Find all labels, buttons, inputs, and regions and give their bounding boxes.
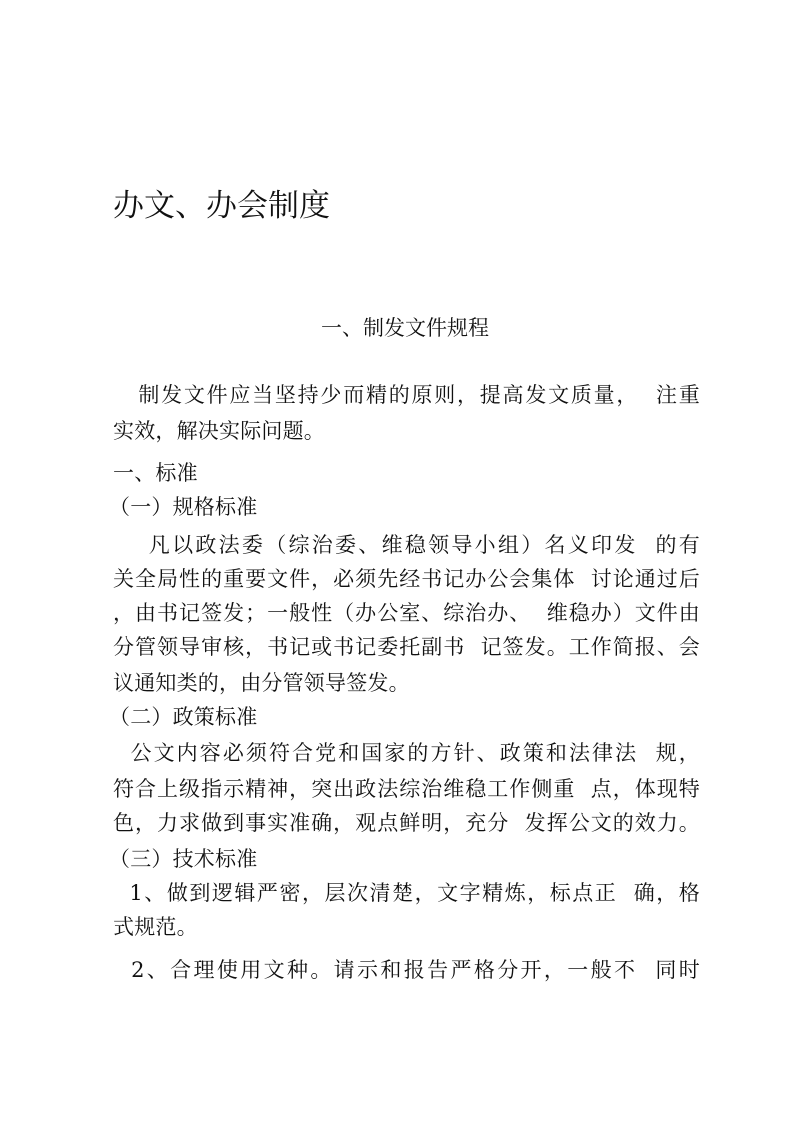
paragraph-line: 1、做到逻辑严密，层次清楚，文字精炼，标点正 确，格 bbox=[113, 881, 700, 905]
document-title: 办文、办会制度 bbox=[113, 188, 330, 224]
paragraph-line: 分管领导审核，书记或书记委托副书 记签发。工作简报、会 bbox=[113, 635, 700, 659]
paragraph-line: 符合上级指示精神，突出政法综治维稳工作侧重 点，体现特 bbox=[113, 777, 700, 801]
list-heading: 一、标准 bbox=[113, 461, 198, 485]
paragraph-line: ，由书记签发；一般性（办公室、综治办、 维稳办）文件由 bbox=[113, 601, 700, 625]
subsection-heading: （三）技术标准 bbox=[109, 847, 258, 871]
section-heading: 一、制发文件规程 bbox=[321, 316, 489, 340]
paragraph-line: 色，力求做到事实准确，观点鲜明，充分 发挥公文的效力。 bbox=[113, 811, 700, 835]
paragraph-line: 式规范。 bbox=[113, 915, 198, 939]
paragraph-line: 制发文件应当坚持少而精的原则，提高发文质量， 注重 bbox=[113, 383, 700, 407]
paragraph-line: 关全局性的重要文件，必须先经书记办公会集体 讨论通过后 bbox=[113, 567, 700, 591]
paragraph-line: 实效，解决实际问题。 bbox=[113, 419, 325, 443]
subsection-heading: （一）规格标准 bbox=[109, 495, 258, 519]
paragraph-line: 2、合理使用文种。请示和报告严格分开，一般不 同时 bbox=[113, 958, 700, 982]
subsection-heading: （二）政策标准 bbox=[109, 705, 258, 729]
paragraph-line: 议通知类的，由分管领导签发。 bbox=[113, 671, 410, 695]
paragraph-line: 凡以政法委（综治委、维稳领导小组）名义印发 的有 bbox=[113, 533, 700, 557]
paragraph-line: 公文内容必须符合党和国家的方针、政策和法律法 规， bbox=[113, 741, 700, 765]
